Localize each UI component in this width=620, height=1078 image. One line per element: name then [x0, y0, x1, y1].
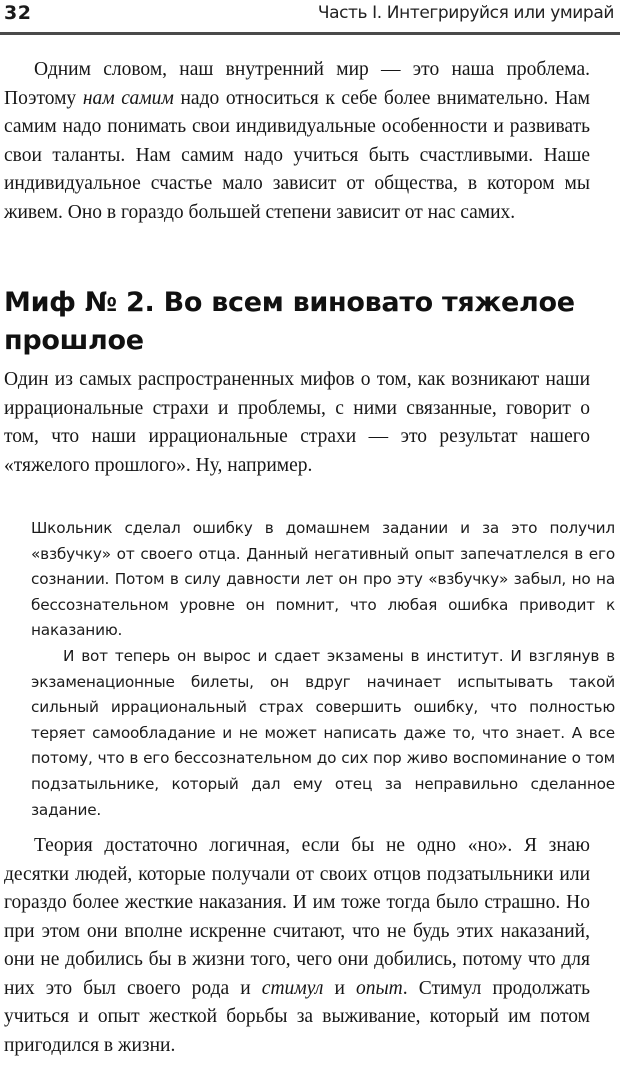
section-heading: Миф № 2. Во всем виновато тяжелое прошлое: [4, 287, 575, 356]
paragraph-intro: Одним словом, наш внутренний мир — это наша проблема. Поэтому нам самим надо относиться к себе более внимательно. Нам самим надо понимать свои индивидуальные особенности и развивать свои таланты. Нам самим надо учиться быть счастливыми. Наше индивидуальное счастье мало зависит от общества, в котором мы живем. Оно в гораздо большей степени зависит от нас самих.: [4, 59, 590, 223]
running-head: Часть I. Интегрируйся или умирай: [317, 3, 614, 23]
page-header: [0, 0, 620, 36]
paragraph-theory: Теория достаточно логичная, если бы не одно «но». Я знаю десятки людей, которые получали от своих отцов подзатыльники или гораздо более жесткие наказания. И им тоже тогда было страшно. Но при этом они вполне искренне считают, что не будь этих наказаний, они не добились бы в жизни того, чего они добились, потому что для них это был своего рода и стимул и опыт. Стимул продолжать учиться и опыт жесткой борьбы за выживание, который им потом пригодился в жизни.: [4, 835, 591, 1056]
emphasis-text: нам самим: [82, 87, 174, 109]
page-number: 32: [4, 2, 32, 24]
paragraph-myth: Один из самых распространенных мифов о том, как возникают наши иррациональные страхи и проблемы, с ними связанные, говорит о том, что наши иррациональные страхи — это результат нашего «тяжелого прошлого». Ну, например.: [4, 369, 590, 476]
example-paragraph-2: И вот теперь он вырос и сдает экзамены в институт. И взглянув в экзаменационные билеты, он вдруг начинает испытывать такой сильный иррациональный страх совершить ошибку, что полностью теряет самообладание и не может написать даже то, что знает. А все потому, что в его бессознательном до сих пор живо воспоминание о том подзатыльнике, который дал ему отец за неправильно сделанное задание.: [31, 647, 615, 819]
example-paragraph-1: Школьник сделал ошибку в домашнем задании и за это получил «взбучку» от своего отца. Данный негативный опыт запечатлелся в его сознании. Потом в силу давности лет он про эту «взбучку» забыл, но на бессознательном уровне он помнит, что любая ошибка приводит к наказанию.: [31, 519, 615, 640]
emphasis-text: опыт: [355, 977, 403, 999]
header-rule: [0, 32, 620, 35]
emphasis-text: стимул: [261, 977, 324, 999]
